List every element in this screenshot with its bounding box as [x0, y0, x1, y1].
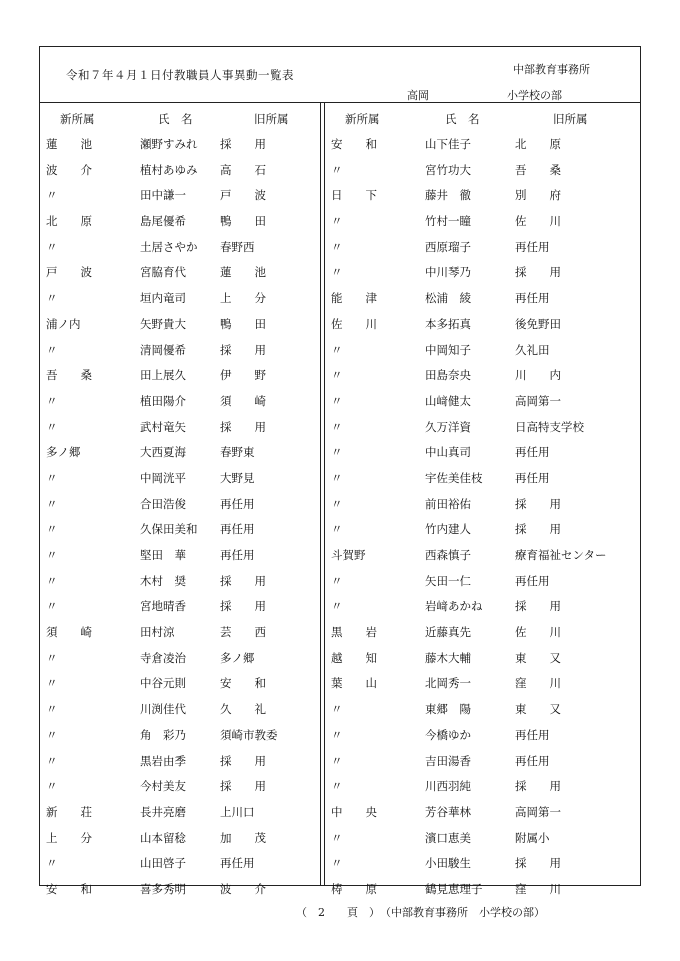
header-new: 新所属 [345, 112, 380, 126]
document-frame [39, 46, 641, 896]
new-affiliation: 〃 [46, 676, 58, 691]
table-row [40, 645, 320, 671]
staff-name: 長井亮磨 [140, 804, 186, 819]
new-affiliation: 黒 岩 [331, 625, 377, 640]
table-row [325, 516, 642, 542]
staff-name: 濱口恵美 [425, 830, 471, 845]
new-affiliation: 〃 [331, 830, 343, 845]
old-affiliation: 大野見 [220, 470, 255, 485]
new-affiliation: 越 知 [331, 650, 377, 665]
staff-name: 近藤真先 [425, 625, 471, 640]
new-affiliation: 〃 [331, 470, 343, 485]
staff-name: 山田啓子 [140, 856, 186, 871]
old-affiliation: 鴨 田 [220, 214, 266, 229]
new-affiliation: 須 崎 [46, 625, 92, 640]
column-divider [320, 102, 321, 885]
new-affiliation: 〃 [331, 727, 343, 742]
new-affiliation: 梼 原 [331, 881, 377, 896]
new-affiliation: 〃 [46, 291, 58, 306]
new-affiliation: 〃 [46, 650, 58, 665]
staff-name: 吉田湯香 [425, 753, 471, 768]
old-affiliation: 採 用 [515, 522, 561, 537]
table-row [325, 182, 642, 208]
old-affiliation: 再任用 [220, 548, 255, 562]
new-affiliation: 〃 [46, 599, 58, 614]
staff-name: 宇佐美佳枝 [425, 470, 483, 485]
old-affiliation: 東 又 [515, 702, 561, 717]
staff-name: 土居さやか [140, 239, 198, 254]
header-name: 氏 名 [445, 112, 480, 126]
staff-name: 清岡優希 [140, 342, 186, 357]
old-affiliation: 療育福祉センター [515, 548, 607, 562]
new-affiliation: 〃 [331, 342, 343, 357]
table-row [40, 465, 320, 491]
old-affiliation: 採 用 [220, 573, 266, 588]
old-affiliation: 別 府 [515, 188, 561, 203]
new-affiliation: 〃 [331, 393, 343, 408]
new-affiliation: 多ノ郷 [46, 445, 81, 460]
table-row [325, 645, 642, 671]
staff-name: 鶴見恵理子 [425, 881, 483, 896]
old-affiliation: 附属小 [515, 830, 550, 845]
right-column-headers [325, 107, 642, 131]
staff-name: 芳谷華林 [425, 804, 471, 819]
table-row [40, 439, 320, 465]
old-affiliation: 再任用 [515, 239, 550, 254]
old-affiliation: 加 茂 [220, 830, 266, 845]
old-affiliation: 高岡第一 [515, 804, 561, 819]
table-row [40, 259, 320, 285]
table-row [40, 799, 320, 825]
staff-name: 堅田 華 [140, 548, 186, 562]
header-new: 新所属 [60, 112, 95, 126]
staff-name: 中岡知子 [425, 342, 471, 357]
table-row [40, 696, 320, 722]
old-affiliation: 吾 桑 [515, 162, 561, 177]
new-affiliation: 波 介 [46, 162, 92, 177]
page-title: 令和７年４月１日付教職員人事異動一覧表 [66, 68, 294, 82]
staff-name: 藤井 徹 [425, 188, 471, 203]
old-affiliation: 再任用 [515, 445, 550, 460]
new-affiliation: 〃 [46, 342, 58, 357]
staff-name: 黒岩由季 [140, 753, 186, 768]
table-row [40, 850, 320, 876]
table-row [325, 414, 642, 440]
new-affiliation: 〃 [331, 368, 343, 383]
old-affiliation: 再任用 [515, 291, 550, 306]
new-affiliation: 〃 [46, 753, 58, 768]
table-row [325, 311, 642, 337]
old-affiliation: 春野東 [220, 445, 255, 460]
staff-name: 宮地晴香 [140, 599, 186, 614]
table-row [40, 516, 320, 542]
table-row [40, 619, 320, 645]
table-row [40, 542, 320, 568]
office-name: 中部教育事務所 [513, 63, 590, 76]
old-affiliation: 鴨 田 [220, 316, 266, 331]
staff-name: 岩﨑あかね [425, 599, 483, 614]
new-affiliation: 〃 [331, 265, 343, 280]
old-affiliation: 採 用 [515, 779, 561, 794]
new-affiliation: 北 原 [46, 214, 92, 229]
staff-name: 矢野貴大 [140, 316, 186, 331]
table-row [325, 439, 642, 465]
table-row [40, 388, 320, 414]
new-affiliation: 〃 [331, 599, 343, 614]
staff-name: 小田駿生 [425, 856, 471, 871]
staff-name: 武村竜矢 [140, 419, 186, 434]
old-affiliation: 高岡第一 [515, 393, 561, 408]
table-row [40, 208, 320, 234]
header-divider [40, 102, 640, 103]
staff-name: 川西羽純 [425, 779, 471, 794]
new-affiliation: 安 和 [331, 137, 377, 151]
header-old: 旧所属 [254, 112, 289, 126]
table-row [325, 773, 642, 799]
old-affiliation: 採 用 [515, 856, 561, 871]
table-row [325, 722, 642, 748]
new-affiliation: 〃 [46, 239, 58, 254]
new-affiliation: 吾 桑 [46, 368, 92, 383]
new-affiliation: 能 津 [331, 291, 377, 306]
new-affiliation: 〃 [46, 188, 58, 203]
staff-name: 中岡洸平 [140, 470, 186, 485]
new-affiliation: 〃 [46, 779, 58, 794]
new-affiliation: 〃 [331, 419, 343, 434]
old-affiliation: 久 礼 [220, 702, 266, 717]
new-affiliation: 〃 [331, 162, 343, 177]
staff-name: 田中謙一 [140, 188, 186, 203]
old-affiliation: 再任用 [515, 573, 550, 588]
staff-name: 寺倉凌治 [140, 650, 186, 665]
staff-name: 山本留稔 [140, 830, 186, 845]
table-row [40, 285, 320, 311]
old-affiliation: 波 介 [220, 881, 266, 896]
right-table [325, 107, 642, 902]
department-name: 小学校の部 [507, 89, 562, 102]
new-affiliation: 〃 [46, 856, 58, 871]
new-affiliation: 〃 [331, 239, 343, 254]
table-row [325, 465, 642, 491]
old-affiliation: 再任用 [220, 522, 255, 537]
staff-name: 喜多秀明 [140, 881, 186, 896]
left-table [40, 107, 320, 902]
staff-name: 本多拓真 [425, 316, 471, 331]
table-row [325, 876, 642, 902]
table-row [325, 850, 642, 876]
new-affiliation: 中 央 [331, 804, 377, 819]
staff-name: 植村あゆみ [140, 162, 198, 177]
new-affiliation: 〃 [331, 753, 343, 768]
staff-name: 山下佳子 [425, 137, 471, 151]
table-row [40, 748, 320, 774]
new-affiliation: 〃 [46, 522, 58, 537]
staff-name: 北岡秀一 [425, 676, 471, 691]
staff-name: 田上展久 [140, 368, 186, 383]
staff-name: 今村美友 [140, 779, 186, 794]
new-affiliation: 〃 [331, 702, 343, 717]
staff-name: 宮脇育代 [140, 265, 186, 280]
table-row [40, 337, 320, 363]
staff-name: 田島奈央 [425, 368, 471, 383]
table-row [325, 696, 642, 722]
staff-name: 矢田一仁 [425, 573, 471, 588]
new-affiliation: 〃 [46, 470, 58, 485]
old-affiliation: 採 用 [220, 137, 266, 151]
old-affiliation: 採 用 [515, 496, 561, 511]
new-affiliation: 戸 波 [46, 265, 92, 280]
old-affiliation: 採 用 [220, 779, 266, 794]
table-row [325, 825, 642, 851]
old-affiliation: 高 石 [220, 162, 266, 177]
staff-name: 中山真司 [425, 445, 471, 460]
old-affiliation: 東 又 [515, 650, 561, 665]
new-affiliation: 佐 川 [331, 316, 377, 331]
old-affiliation: 採 用 [515, 599, 561, 614]
staff-name: 島尾優希 [140, 214, 186, 229]
old-affiliation: 上川口 [220, 804, 255, 819]
staff-name: 垣内竜司 [140, 291, 186, 306]
old-affiliation: 採 用 [515, 265, 561, 280]
table-row [325, 670, 642, 696]
new-affiliation: 〃 [331, 214, 343, 229]
new-affiliation: 〃 [331, 573, 343, 588]
staff-name: 田村涼 [140, 625, 175, 640]
staff-name: 前田裕佑 [425, 496, 471, 511]
header-name: 氏 名 [158, 112, 193, 126]
staff-name: 中谷元則 [140, 676, 186, 691]
table-row [325, 285, 642, 311]
old-affiliation: 春野西 [220, 239, 255, 254]
table-row [40, 157, 320, 183]
table-row [40, 568, 320, 594]
page-footer: （ 2 頁 ） （中部教育事務所 小学校の部） [296, 906, 545, 919]
table-row [40, 593, 320, 619]
table-row [40, 773, 320, 799]
table-row [325, 748, 642, 774]
old-affiliation: 多ノ郷 [220, 650, 255, 665]
table-row [325, 593, 642, 619]
old-affiliation: 再任用 [515, 753, 550, 768]
new-affiliation: 〃 [331, 522, 343, 537]
new-affiliation: 浦ノ内 [46, 316, 81, 331]
old-affiliation: 安 和 [220, 676, 266, 691]
table-row [40, 414, 320, 440]
old-affiliation: 再任用 [220, 856, 255, 871]
new-affiliation: 〃 [331, 856, 343, 871]
left-column-headers [40, 107, 320, 131]
old-affiliation: 蓮 池 [220, 265, 266, 280]
new-affiliation: 〃 [46, 496, 58, 511]
table-row [325, 234, 642, 260]
table-row [40, 722, 320, 748]
staff-name: 植田陽介 [140, 393, 186, 408]
left-rows [40, 131, 320, 902]
new-affiliation: 葉 山 [331, 676, 377, 691]
staff-name: 大西夏海 [140, 445, 186, 460]
old-affiliation: 再任用 [515, 727, 550, 742]
staff-name: 松浦 綾 [425, 291, 471, 306]
staff-name: 西森慎子 [425, 548, 471, 562]
new-affiliation: 〃 [46, 419, 58, 434]
staff-name: 竹村一瞳 [425, 214, 471, 229]
new-affiliation: 〃 [46, 393, 58, 408]
area-name: 高岡 [407, 89, 429, 102]
table-row [40, 825, 320, 851]
old-affiliation: 戸 波 [220, 188, 266, 203]
old-affiliation: 芸 西 [220, 625, 266, 640]
table-row [325, 362, 642, 388]
old-affiliation: 再任用 [515, 470, 550, 485]
new-affiliation: 〃 [331, 445, 343, 460]
staff-name: 藤木大輔 [425, 650, 471, 665]
table-row [40, 670, 320, 696]
table-row [325, 259, 642, 285]
old-affiliation: 川 内 [515, 368, 561, 383]
table-row [325, 619, 642, 645]
table-row [325, 568, 642, 594]
new-affiliation: 蓮 池 [46, 137, 92, 151]
staff-name: 木村 奨 [140, 573, 186, 588]
new-affiliation: 日 下 [331, 188, 377, 203]
staff-name: 宮竹功大 [425, 162, 471, 177]
staff-name: 久保田美和 [140, 522, 198, 537]
old-affiliation: 佐 川 [515, 625, 561, 640]
staff-name: 竹内建人 [425, 522, 471, 537]
new-affiliation: 〃 [46, 548, 58, 562]
table-row [325, 157, 642, 183]
old-affiliation: 窪 川 [515, 881, 561, 896]
table-row [325, 799, 642, 825]
new-affiliation: 安 和 [46, 881, 92, 896]
old-affiliation: 日高特支学校 [515, 419, 584, 434]
new-affiliation: 〃 [331, 779, 343, 794]
staff-name: 合田浩俊 [140, 496, 186, 511]
new-affiliation: 〃 [331, 496, 343, 511]
staff-name: 中川琴乃 [425, 265, 471, 280]
staff-name: 今橋ゆか [425, 727, 471, 742]
table-row [325, 131, 642, 157]
new-affiliation: 斗賀野 [331, 548, 366, 562]
table-row [40, 362, 320, 388]
staff-name: 角 彩乃 [140, 727, 186, 742]
table-row [325, 208, 642, 234]
staff-name: 西原瑠子 [425, 239, 471, 254]
right-rows [325, 131, 642, 902]
old-affiliation: 佐 川 [515, 214, 561, 229]
table-row [325, 542, 642, 568]
table-row [40, 311, 320, 337]
old-affiliation: 採 用 [220, 753, 266, 768]
old-affiliation: 採 用 [220, 419, 266, 434]
old-affiliation: 採 用 [220, 599, 266, 614]
header-old: 旧所属 [553, 112, 588, 126]
table-row [40, 491, 320, 517]
new-affiliation: 〃 [46, 702, 58, 717]
old-affiliation: 採 用 [220, 342, 266, 357]
table-row [40, 876, 320, 902]
table-row [325, 388, 642, 414]
old-affiliation: 再任用 [220, 496, 255, 511]
old-affiliation: 久礼田 [515, 342, 550, 357]
table-row [40, 234, 320, 260]
staff-name: 瀬野すみれ [140, 137, 198, 151]
new-affiliation: 〃 [46, 727, 58, 742]
old-affiliation: 窪 川 [515, 676, 561, 691]
table-row [325, 491, 642, 517]
table-row [325, 337, 642, 363]
table-row [40, 182, 320, 208]
old-affiliation: 後免野田 [515, 316, 561, 331]
old-affiliation: 北 原 [515, 137, 561, 151]
staff-name: 久万洋資 [425, 419, 471, 434]
staff-name: 東郷 陽 [425, 702, 471, 717]
old-affiliation: 須 崎 [220, 393, 266, 408]
new-affiliation: 上 分 [46, 830, 92, 845]
new-affiliation: 〃 [46, 573, 58, 588]
staff-name: 川渕佳代 [140, 702, 186, 717]
old-affiliation: 上 分 [220, 291, 266, 306]
staff-name: 山﨑健太 [425, 393, 471, 408]
old-affiliation: 須崎市教委 [220, 727, 278, 742]
old-affiliation: 伊 野 [220, 368, 266, 383]
table-row [40, 131, 320, 157]
new-affiliation: 新 荘 [46, 804, 92, 819]
